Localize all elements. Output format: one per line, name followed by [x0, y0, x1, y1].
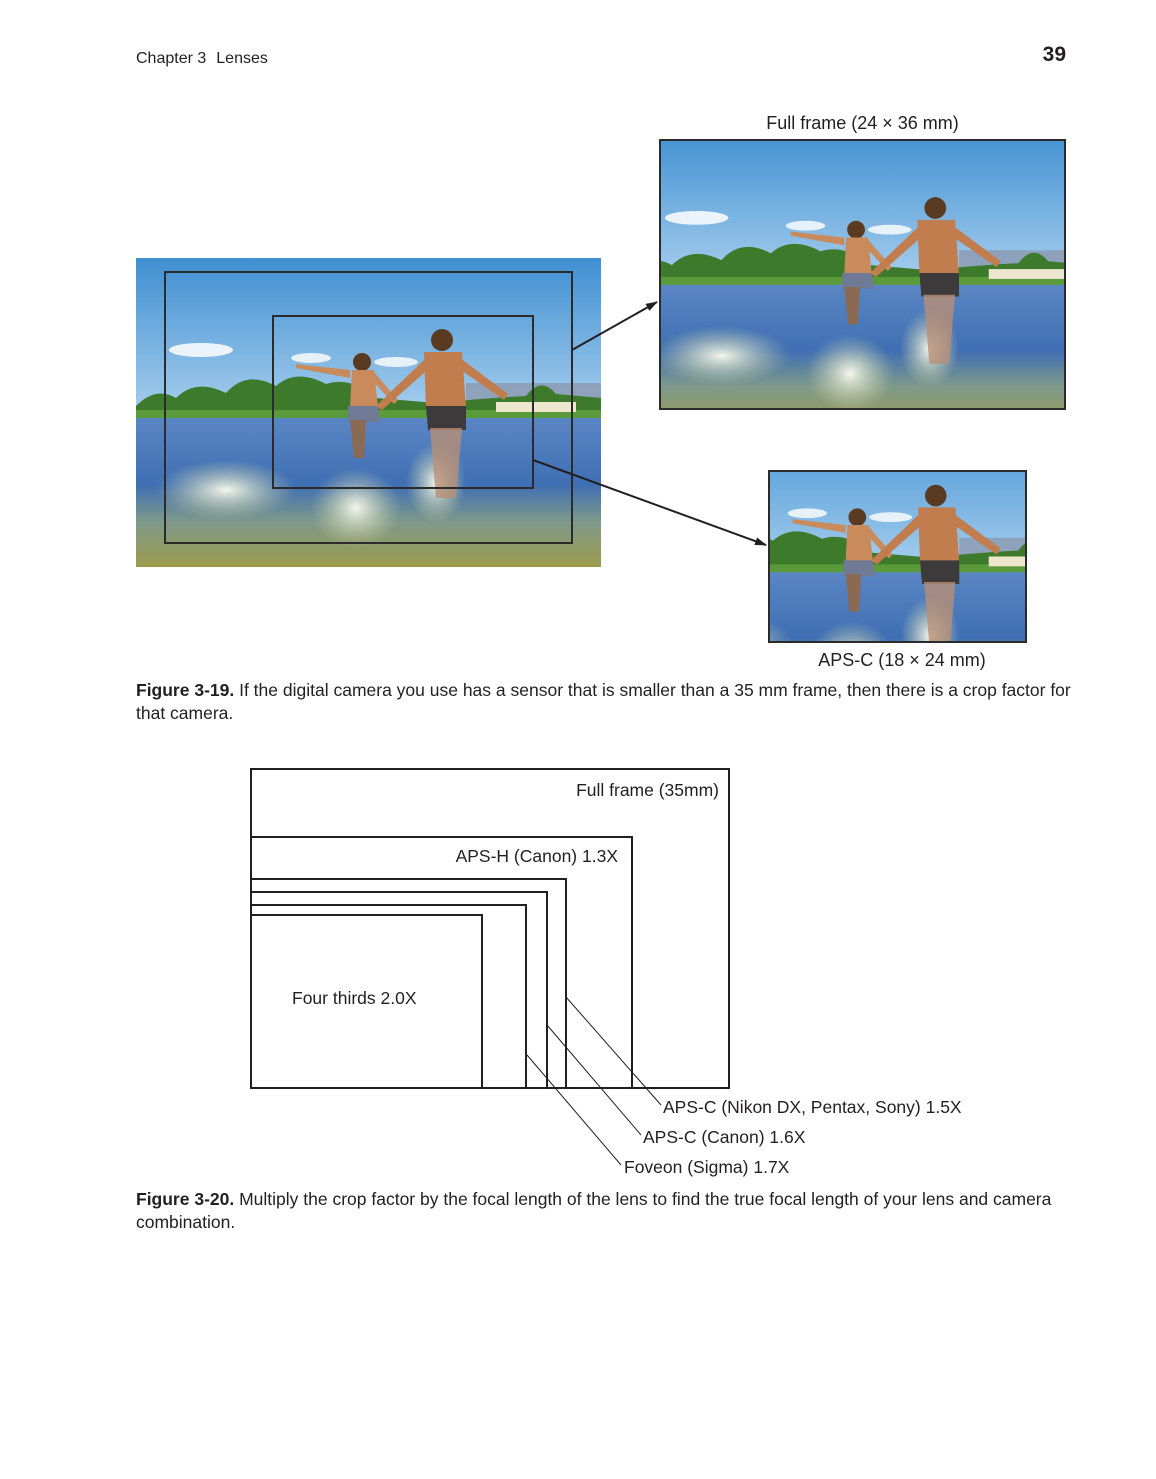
box-aps-c-nikon	[251, 879, 566, 1088]
figure-3-19-text: If the digital camera you use has a sensor that is smaller than a 35 mm frame, then there is a crop factor for that camera.	[136, 680, 1071, 723]
arrow-to-full-frame	[572, 302, 657, 350]
figure-3-19-caption	[136, 679, 1071, 725]
full-frame-photo	[659, 139, 1066, 410]
leader-line-1-6x	[547, 1025, 641, 1135]
label-aps-c-canon: APS-C (Canon) 1.6X	[643, 1127, 806, 1147]
leader-line-1-7x	[527, 1055, 621, 1165]
section-label: Lenses	[216, 50, 268, 67]
figure-3-20-number: Figure 3-20.	[136, 1189, 235, 1209]
sensor-size-diagram	[0, 740, 1156, 1190]
aps-c-image	[770, 472, 1025, 641]
label-full-frame: Full frame (35mm)	[576, 780, 719, 800]
arrow-to-aps-c	[533, 460, 766, 545]
label-aps-c-nikon: APS-C (Nikon DX, Pentax, Sony) 1.5X	[663, 1097, 962, 1117]
label-foveon: Foveon (Sigma) 1.7X	[624, 1157, 790, 1177]
figure-3-19-number: Figure 3-19.	[136, 680, 235, 700]
full-frame-image	[661, 141, 1064, 408]
figure-3-20-text: Multiply the crop factor by the focal length of the lens to find the true focal length of your lens and camera combination.	[136, 1189, 1052, 1232]
box-full-frame	[251, 769, 729, 1088]
full-frame-label: Full frame (24 × 36 mm)	[766, 113, 959, 133]
aps-c-label: APS-C (18 × 24 mm)	[818, 650, 986, 670]
label-four-thirds: Four thirds 2.0X	[292, 988, 417, 1008]
label-aps-h: APS-H (Canon) 1.3X	[455, 846, 618, 866]
aps-c-photo	[768, 470, 1027, 643]
box-aps-h	[251, 837, 632, 1088]
figure-3-20-caption	[136, 1188, 1071, 1234]
page-number: 39	[1042, 43, 1066, 66]
chapter-label: Chapter 3	[136, 50, 207, 67]
